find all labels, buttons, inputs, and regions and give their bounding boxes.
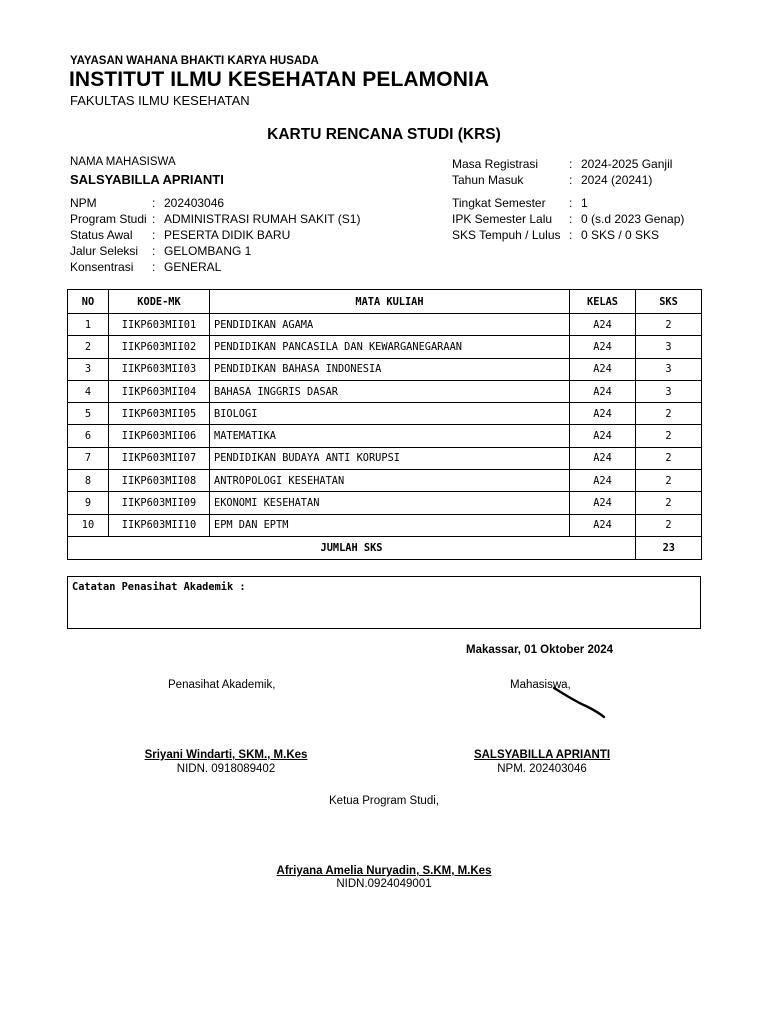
info-separator: : [152,228,156,242]
advisor-name: Sriyani Windarti, SKM., M.Kes [144,749,308,761]
place-date: Makassar, 01 Oktober 2024 [466,644,614,656]
table-row [68,403,702,425]
cell-sks: 3 [636,358,702,380]
info-separator: : [569,228,573,242]
info-label: Status Awal [70,228,133,242]
cell-no: 5 [68,403,109,425]
info-gpa [452,211,684,227]
head-id: NIDN.0924049001 [336,878,432,890]
info-value: ADMINISTRASI RUMAH SAKIT (S1) [164,212,361,226]
cell-course: BIOLOGI [210,403,570,425]
info-value: 0 (s.d 2023 Genap) [581,212,685,226]
head-title: Ketua Program Studi, [329,795,439,807]
cell-course: PENDIDIKAN AGAMA [210,314,570,336]
cell-no: 7 [68,447,109,469]
cell-class: A24 [570,425,636,447]
student-sign-id: NPM. 202403046 [497,763,587,775]
cell-code: IIKP603MII03 [109,358,210,380]
info-value: 202403046 [164,196,225,210]
cell-no: 1 [68,314,109,336]
info-concentration [70,259,221,275]
cell-course: BAHASA INGGRIS DASAR [210,380,570,402]
advisor-notes-box [67,576,701,629]
info-npm [70,195,224,211]
info-label: Program Studi [70,212,147,226]
cell-sks: 2 [636,492,702,514]
info-value: GENERAL [164,260,222,274]
info-label: SKS Tempuh / Lulus [452,228,561,242]
cell-code: IIKP603MII05 [109,403,210,425]
table-row [68,447,702,469]
cell-code: IIKP603MII10 [109,514,210,536]
cell-sks: 2 [636,470,702,492]
cell-no: 9 [68,492,109,514]
cell-code: IIKP603MII07 [109,447,210,469]
cell-sks: 2 [636,425,702,447]
info-separator: : [569,173,573,187]
info-label: Tahun Masuk [452,173,524,187]
table-row [68,380,702,402]
head-name: Afriyana Amelia Nuryadin, S.KM, M.Kes [276,865,492,877]
info-value: GELOMBANG 1 [164,244,252,258]
cell-code: IIKP603MII06 [109,425,210,447]
info-value: 1 [581,196,588,210]
header-class: KELAS [570,290,636,314]
total-row [68,536,702,559]
info-label: NPM [70,196,97,210]
info-separator: : [152,212,156,226]
cell-code: IIKP603MII09 [109,492,210,514]
student-sign-name: SALSYABILLA APRIANTI [473,749,611,761]
cell-course: MATEMATIKA [210,425,570,447]
info-value: 0 SKS / 0 SKS [581,228,660,242]
info-status [70,227,290,243]
table-row [68,514,702,536]
cell-course: EPM DAN EPTM [210,514,570,536]
table-row [68,314,702,336]
cell-sks: 2 [636,314,702,336]
cell-class: A24 [570,492,636,514]
info-value: 2024 (20241) [581,173,653,187]
header-code: KODE-MK [109,290,210,314]
student-name: SALSYABILLA APRIANTI [70,172,224,187]
info-selection [70,243,251,259]
table-header-row [68,290,702,314]
cell-course: PENDIDIKAN BAHASA INDONESIA [210,358,570,380]
cell-code: IIKP603MII02 [109,336,210,358]
total-sks: 23 [636,536,702,559]
student-title: Mahasiswa, [510,679,571,691]
advisor-id: NIDN. 0918089402 [176,763,276,775]
cell-class: A24 [570,336,636,358]
info-separator: : [569,196,573,210]
cell-no: 10 [68,514,109,536]
table-row [68,492,702,514]
info-value: 2024-2025 Ganjil [581,157,673,171]
info-entry-year [452,172,652,188]
table-row [68,425,702,447]
cell-class: A24 [570,447,636,469]
info-separator: : [569,212,573,226]
info-separator: : [152,196,156,210]
cell-no: 8 [68,470,109,492]
info-label: Jalur Seleksi [70,244,139,258]
advisor-notes-label: Catatan Penasihat Akademik : [72,581,246,593]
info-separator: : [152,260,156,274]
cell-class: A24 [570,514,636,536]
info-program [70,211,360,227]
cell-class: A24 [570,470,636,492]
cell-sks: 3 [636,336,702,358]
table-row [68,470,702,492]
student-signature-mark [550,682,608,720]
info-label: Tingkat Semester [452,196,546,210]
cell-class: A24 [570,403,636,425]
total-label: JUMLAH SKS [68,536,636,559]
cell-sks: 2 [636,403,702,425]
info-registration [452,156,672,172]
info-credits [452,227,659,243]
info-separator: : [152,244,156,258]
cell-course: EKONOMI KESEHATAN [210,492,570,514]
cell-no: 6 [68,425,109,447]
table-row [68,358,702,380]
cell-code: IIKP603MII08 [109,470,210,492]
header-sks: SKS [636,290,702,314]
info-label: Konsentrasi [70,260,134,274]
cell-no: 2 [68,336,109,358]
cell-class: A24 [570,314,636,336]
cell-sks: 3 [636,380,702,402]
advisor-title: Penasihat Akademik, [168,679,276,691]
info-value: PESERTA DIDIK BARU [164,228,291,242]
cell-course: ANTROPOLOGI KESEHATAN [210,470,570,492]
info-semester [452,195,588,211]
cell-course: PENDIDIKAN BUDAYA ANTI KORUPSI [210,447,570,469]
cell-sks: 2 [636,514,702,536]
faculty-name: FAKULTAS ILMU KESEHATAN [70,93,250,108]
cell-code: IIKP603MII01 [109,314,210,336]
info-label: Masa Registrasi [452,157,539,171]
course-table [67,289,702,560]
cell-no: 4 [68,380,109,402]
document-title: KARTU RENCANA STUDI (KRS) [267,126,501,143]
cell-class: A24 [570,358,636,380]
student-name-label: NAMA MAHASISWA [70,156,176,168]
cell-course: PENDIDIKAN PANCASILA DAN KEWARGANEGARAAN [210,336,570,358]
header-no: NO [68,290,109,314]
table-row [68,336,702,358]
header-course: MATA KULIAH [210,290,570,314]
cell-sks: 2 [636,447,702,469]
foundation-name: YAYASAN WAHANA BHAKTI KARYA HUSADA [70,55,319,67]
info-separator: : [569,157,573,171]
institute-name: INSTITUT ILMU KESEHATAN PELAMONIA [69,68,490,91]
cell-class: A24 [570,380,636,402]
info-label: IPK Semester Lalu [452,212,553,226]
cell-no: 3 [68,358,109,380]
cell-code: IIKP603MII04 [109,380,210,402]
